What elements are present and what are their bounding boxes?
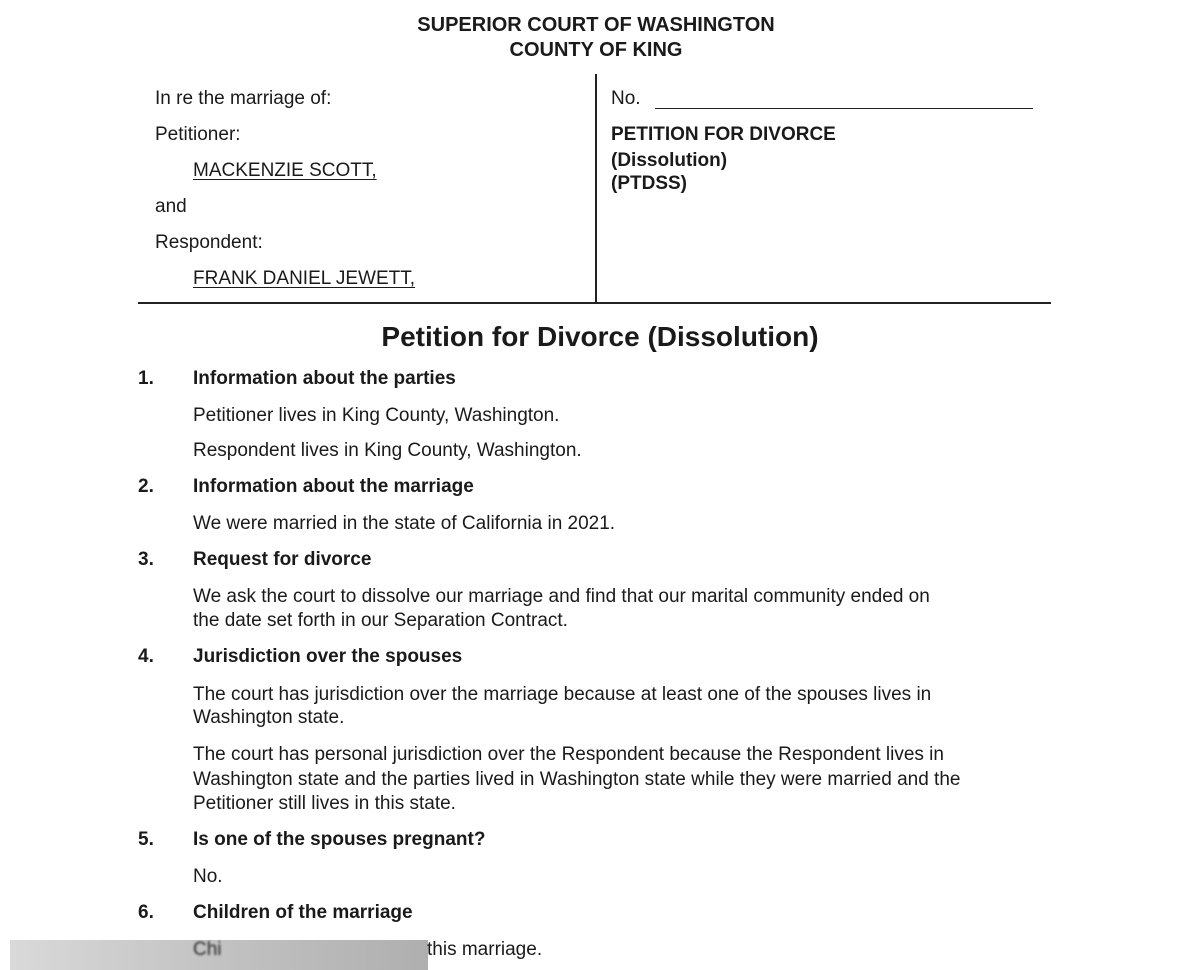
section-text: Petitioner lives in King County, Washington.	[193, 405, 560, 426]
in-re-label: In re the marriage of:	[155, 88, 332, 109]
section-text: The court has personal jurisdiction over the Respondent because the Respondent lives in	[193, 744, 944, 765]
section-heading: Children of the marriage	[193, 902, 413, 923]
section-heading: Is one of the spouses pregnant?	[193, 829, 486, 850]
section-text: Respondent lives in King County, Washington.	[193, 440, 582, 461]
section-number: 3.	[138, 549, 154, 570]
petitioner-label: Petitioner:	[155, 124, 241, 145]
respondent-label: Respondent:	[155, 232, 263, 253]
doc-type-title: PETITION FOR DIVORCE	[611, 124, 836, 145]
section-text: The court has jurisdiction over the marriage because at least one of the spouses lives in	[193, 684, 932, 705]
section-text: No.	[193, 866, 223, 887]
section-heading: Information about the marriage	[193, 476, 474, 497]
section-text: the date set forth in our Separation Contract.	[193, 610, 568, 631]
court-name: SUPERIOR COURT OF WASHINGTON	[417, 14, 775, 36]
caption-divider-vertical	[595, 74, 597, 303]
case-number-blank	[655, 108, 1033, 109]
section-number: 1.	[138, 368, 154, 389]
petitioner-name: MACKENZIE SCOTT,	[193, 160, 377, 181]
section-heading: Information about the parties	[193, 368, 456, 389]
respondent-name: FRANK DANIEL JEWETT,	[193, 268, 416, 289]
court-county: COUNTY OF KING	[509, 39, 683, 61]
section-heading: Jurisdiction over the spouses	[193, 646, 463, 667]
doc-type-code: (PTDSS)	[611, 173, 687, 194]
case-number-label: No.	[611, 88, 641, 109]
doc-type-subtitle: (Dissolution)	[611, 150, 728, 171]
section-text-obscured: Chi	[193, 939, 222, 960]
caption-divider-horizontal	[138, 302, 1051, 304]
and-label: and	[155, 196, 187, 217]
document-title: Petition for Divorce (Dissolution)	[381, 321, 819, 352]
section-number: 2.	[138, 476, 154, 497]
section-heading: Request for divorce	[193, 549, 372, 570]
section-text: Washington state and the parties lived in Washington state while they were married and the	[193, 769, 961, 790]
section-number: 5.	[138, 829, 154, 850]
section-number: 6.	[138, 902, 154, 923]
section-number: 4.	[138, 646, 154, 667]
section-text: Petitioner still lives in this state.	[193, 793, 456, 814]
section-text: We ask the court to dissolve our marriage and find that our marital community ended on	[193, 586, 930, 607]
section-text: Washington state.	[193, 707, 345, 728]
section-text: We were married in the state of California in 2021.	[193, 513, 616, 534]
section-text: this marriage.	[427, 939, 543, 960]
